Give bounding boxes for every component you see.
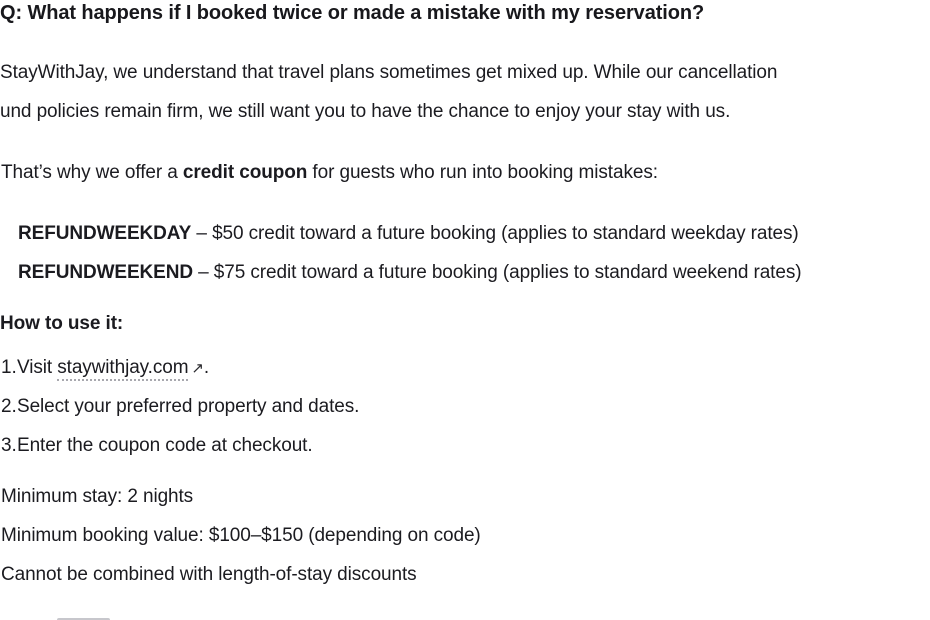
coupon-code-weekday: REFUNDWEEKDAY [18,223,192,244]
step-3-text: Enter the coupon code at checkout. [17,435,313,456]
step-item-1 [1,355,210,382]
term-minimum-booking-value: Minimum booking value: $100–$150 (depending on code) [1,525,481,546]
staywithjay-link[interactable]: staywithjay.com [57,357,188,381]
step-marker-2: 2. [1,396,17,417]
offer-highlight: credit coupon [182,162,308,183]
step-1-prefix: Visit [17,357,58,378]
coupon-item-weekday [18,221,799,247]
step-2-text: Select your preferred property and dates. [17,396,360,417]
coupon-item-weekend [18,260,801,286]
question-heading: Q: What happens if I booked twice or made a mistake with my reservation? [0,2,705,24]
coupon-desc-weekday: – $50 credit toward a future booking (applies to standard weekday rates) [191,223,799,244]
term-no-combine: Cannot be combined with length-of-stay discounts [1,564,417,585]
step-item-3 [1,433,313,459]
external-link-icon: ↗ [191,360,204,377]
offer-line [1,160,658,186]
intro-text-2: und policies remain firm, we still want you to have the chance to enjoy your stay with us. [0,101,731,122]
offer-prefix: That’s why we offer a [1,162,183,183]
term-minimum-stay: Minimum stay: 2 nights [1,486,194,507]
intro-text-1: StayWithJay, we understand that travel plans sometimes get mixed up. While our cancellation [0,62,778,83]
step-marker-3: 3. [1,435,17,456]
intro-paragraph-line-2 [0,99,730,125]
step-1-suffix: . [203,357,210,378]
intro-paragraph-line-1 [0,60,777,86]
offer-suffix: for guests who run into booking mistakes: [307,162,658,183]
coupon-code-weekend: REFUNDWEEKEND [18,262,193,283]
step-marker-1: 1. [1,357,17,378]
coupon-desc-weekend: – $75 credit toward a future booking (applies to standard weekend rates) [192,262,802,283]
step-item-2 [1,394,360,420]
how-to-heading: How to use it: [0,313,124,334]
